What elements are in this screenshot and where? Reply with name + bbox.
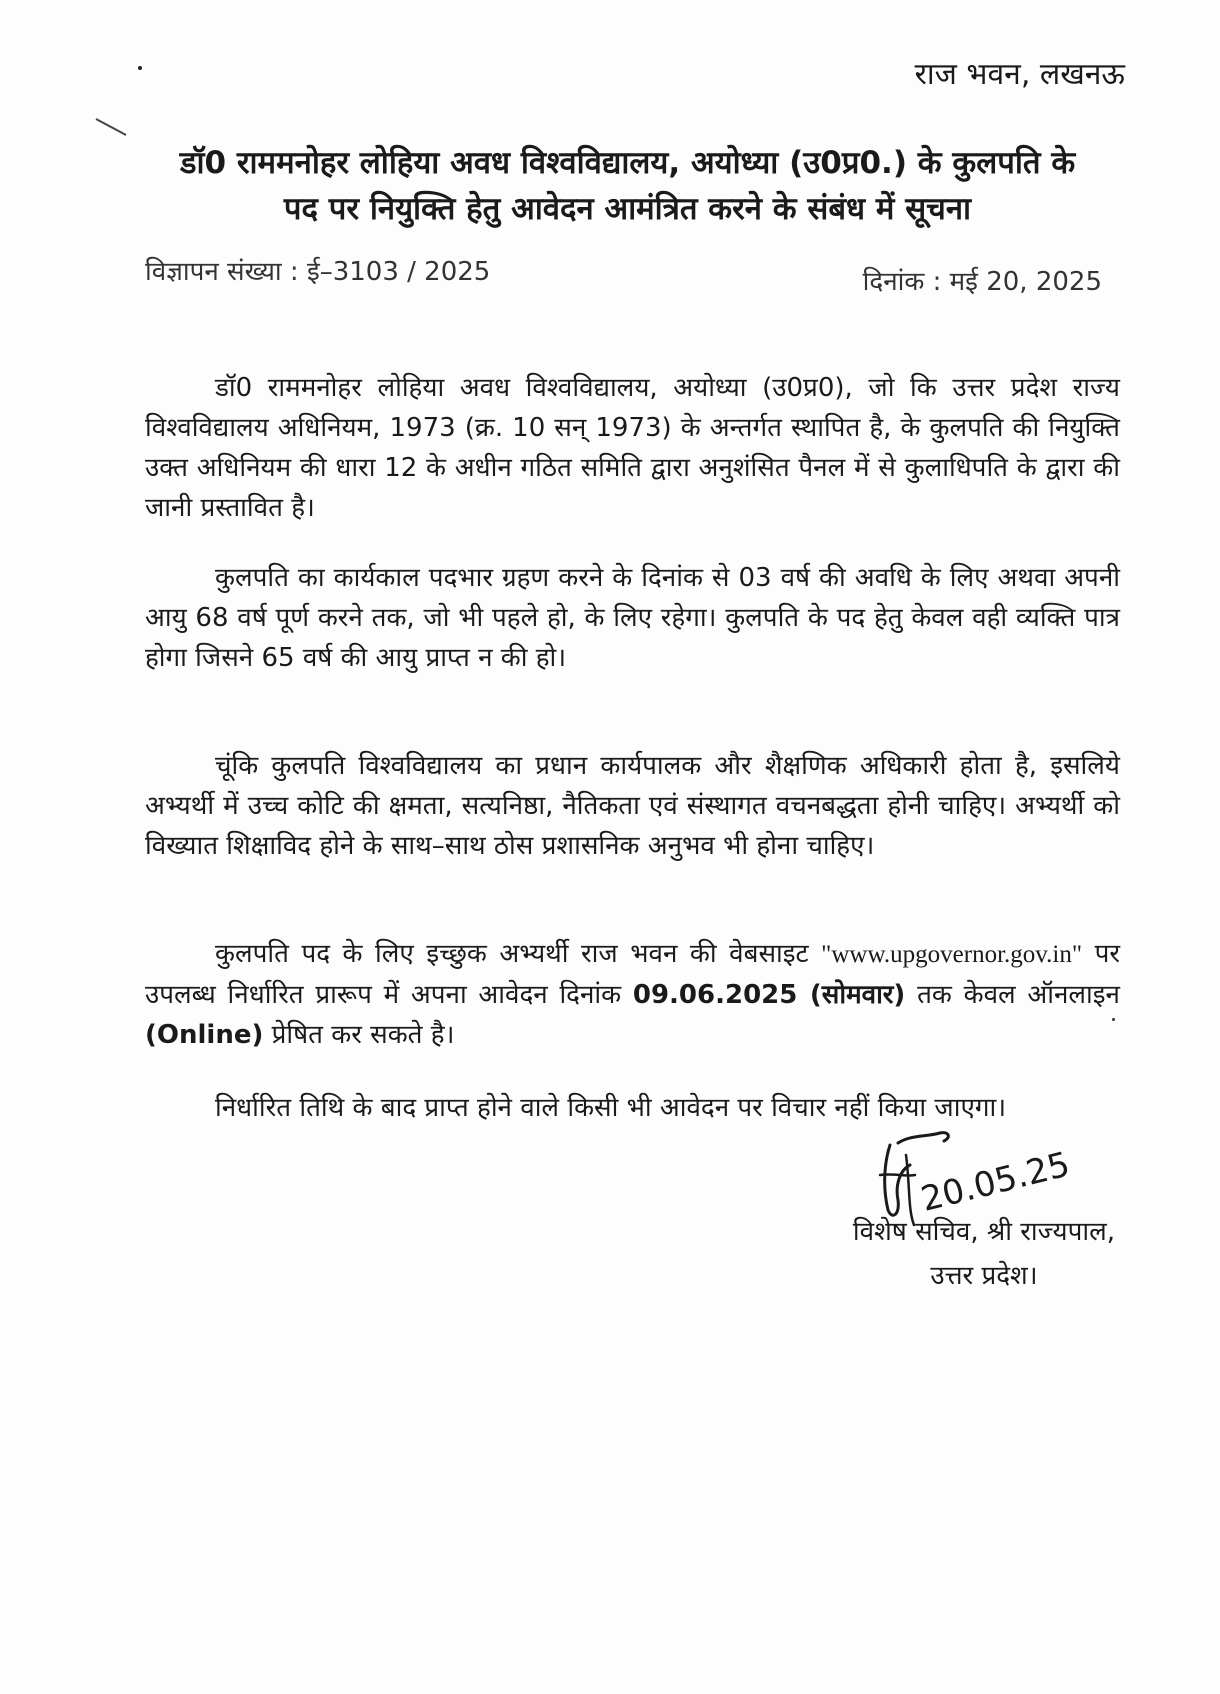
notice-date: दिनांक : मई 20, 2025 <box>862 267 1102 297</box>
application-text-middle: पर उपलब्ध निर्धारित प्रारूप में अपना आवेदन दिनांक <box>145 939 1120 1010</box>
notice-title <box>140 140 1115 232</box>
signatory-state: उत्तर प्रदेश। <box>930 1261 1038 1291</box>
online-label: (Online) <box>145 1020 264 1050</box>
paragraph-application <box>145 934 1120 1055</box>
issuing-office: राज भवन, लखनऊ <box>914 57 1125 92</box>
title-line-2: पद पर नियुक्ति हेतु आवेदन आमंत्रित करने के संबंध में सूचना <box>283 191 972 227</box>
signatory-designation: विशेष सचिव, श्री राज्यपाल, <box>852 1217 1115 1247</box>
pen-tick-mark <box>96 118 127 136</box>
website-link[interactable]: "www.upgovernor.gov.in" <box>821 941 1083 968</box>
stray-dot <box>1112 1018 1115 1021</box>
paragraph-tenure: कुलपति का कार्यकाल पदभार ग्रहण करने के दिनांक से 03 वर्ष की अवधि के लिए अथवा अपनी आयु 68 वर्ष पूर्ण करने तक, जो भी पहले हो, के लिए रहेगा। कुलपति के पद हेतु केवल वही व्यक्ति पात्र होगा जिसने 65 वर्ष की आयु प्राप्त न की हो। <box>145 563 1120 673</box>
application-deadline: 09.06.2025 (सोमवार) <box>632 980 906 1010</box>
application-text-end: प्रेषित कर सकते है। <box>263 1020 455 1050</box>
paragraph-qualities: चूंकि कुलपति विश्वविद्यालय का प्रधान कार्यपालक और शैक्षणिक अधिकारी होता है, इसलिये अभ्यर्थी में उच्च कोटि की क्षमता, सत्यनिष्ठा, नैतिकता एवं संस्थागत वचनबद्धता होनी चाहिए। अभ्यर्थी को विख्यात शिक्षाविद होने के साथ–साथ ठोस प्रशासनिक अनुभव भी होना चाहिए। <box>145 751 1120 861</box>
advertisement-number: विज्ञापन संख्या : ई–3103 / 2025 <box>145 257 491 287</box>
signatory-block <box>853 1210 1115 1298</box>
paragraph-appointment: डॉ0 राममनोहर लोहिया अवध विश्वविद्यालय, अयोध्या (उ0प्र0), जो कि उत्तर प्रदेश राज्य विश्वविद्यालय अधिनियम, 1973 (क्र. 10 सन् 1973) के अन्तर्गत स्थापित है, के कुलपति की नियुक्ति उक्त अधिनियम की धारा 12 के अधीन गठित समिति द्वारा अनुशंसित पैनल में से कुलाधिपति के द्वारा की जानी प्रस्तावित है। <box>145 373 1120 523</box>
title-line-1: डॉ0 राममनोहर लोहिया अवध विश्वविद्यालय, अयोध्या (उ0प्र0.) के कुलपति के <box>179 145 1076 181</box>
application-text-start: कुलपति पद के लिए इच्छुक अभ्यर्थी राज भवन की वेबसाइट <box>215 939 822 969</box>
signature-date: 20.05.25 <box>917 1144 1074 1220</box>
application-text-between: तक केवल ऑनलाइन <box>905 980 1120 1010</box>
paragraph-late-applications: निर्धारित तिथि के बाद प्राप्त होने वाले किसी भी आवेदन पर विचार नहीं किया जाएगा। <box>215 1093 1007 1123</box>
stray-mark <box>138 66 142 70</box>
